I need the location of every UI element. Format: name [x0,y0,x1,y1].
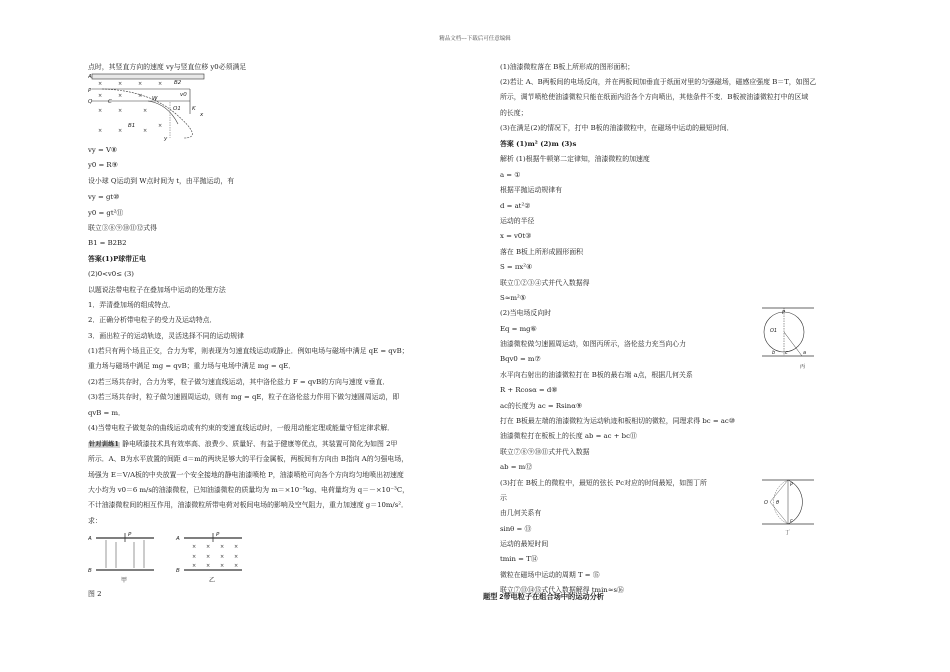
left-text-line: 重力场与磁场中满足 mg = qvB；重力场与电场中满足 mg = qE． [88,362,296,370]
fig3-label-a: a [803,350,807,356]
right-text-line: 的长度； [500,109,528,117]
svg-text:×: × [220,554,225,560]
figure-ding [760,476,816,538]
svg-text:×: × [220,544,225,550]
left-text-content: 静电喷漆技术具有效率高、浪费少、质量好、有益于健康等优点，其装置可简化为如图 2甲 [122,440,398,448]
svg-text:×: × [143,128,148,134]
right-text-line: (2)若让 A、B两板间的电场反向，并在两板间加垂直于纸面对里的匀强磁场，磁感应强度 B＝T，如图乙 [500,78,817,86]
svg-text:×: × [192,563,197,569]
svg-text:×: × [234,563,239,569]
right-text-line: 打在 B板最左端的油漆微粒为运动轨迹和板相切的微粒，同理求得 bc = ac⑩ [500,417,735,425]
left-text-line: (3)若三场共存时，粒子做匀速圆周运动，则有 mg = qE，粒子在洛伦兹力作用下做匀速圆周运动，即 [88,393,400,401]
fig4-label-c: c [790,518,793,524]
svg-text:×: × [158,81,163,87]
right-text-line: ab = m⑫ [500,463,533,471]
right-text-line: 示 [500,494,507,502]
fig2-caption-yi: 乙 [209,577,216,584]
fig1-label-P: P [88,88,92,94]
svg-text:×: × [206,544,211,550]
left-text-line: 3．画出粒子的运动轨迹，灵活选择不同的运动规律 [88,332,244,340]
left-text-line: 联立③⑧⑨⑩⑪⑫式得 [88,224,157,232]
fig1-label-y: y [164,136,168,142]
svg-text:×: × [206,554,211,560]
left-text-line: (2)0<v0≤ (3) [88,270,134,278]
svg-text:×: × [118,128,123,134]
fig1-label-B1: B1 [128,123,136,129]
svg-text:×: × [118,93,123,99]
left-text-line: 所示．A、B为水平放置的间距 d＝m的两块足够大的平行金属板，两板间有方向由 B指向 A的匀强电场， [88,455,409,463]
svg-text:×: × [98,128,103,134]
right-text-line: 油漆微粒做匀速圆周运动，如图丙所示，洛伦兹力充当向心力 [500,340,687,348]
right-text-line: 运动的半径 [500,217,535,225]
fig1-label-v0: v0 [180,92,187,98]
right-text-line: R + Rcosα = d⑧ [500,386,558,394]
fig3-label-P: P [782,310,786,316]
fig4-label-P: P [790,482,794,488]
right-text-line: 答案 (1)m² (2)m (3)s [500,140,577,148]
left-text-line: qvB = m． [88,409,125,417]
right-text-line: a = ① [500,171,521,179]
left-text-line: 不计油漆微粒间的相互作用，油漆微粒所带电荷对板间电场的影响及空气阻力，重力加速度 g＝10m/s²． [88,501,408,509]
fig1-label-K: K [192,106,196,112]
svg-text:×: × [98,108,103,114]
fig4-label-theta: θ [776,500,780,506]
left-text-line: 以题说法带电粒子在叠加场中运动的处理方法 [88,286,226,294]
right-text-line: ac的长度为 ac = Rsinα⑨ [500,402,583,410]
fig3-label-c: c [785,350,788,356]
left-text-line: 点时，其竖直方向的速度 vy与竖直位移 y0必须满足 [88,63,247,71]
left-text-line: vy = V⑧ [88,146,118,154]
svg-text:×: × [234,554,239,560]
section-title: 题型 2带电粒子在组合场中的运动分析 [483,592,604,601]
fig1-label-Q: Q [88,99,93,105]
left-text-line: vy = gt⑩ [88,193,120,201]
right-text-line: 所示，调节喷枪使油漆微粒只能在纸面内沿各个方向喷出，其他条件不变．B板被油漆微粒打中的区域 [500,93,809,101]
left-text-line: 答案(1)P球带正电 [88,255,146,263]
right-text-line: sinθ = ⑬ [500,525,532,533]
left-text-line [88,441,397,448]
right-text-line: 微粒在磁场中运动的周期 T = ⑮ [500,571,600,579]
right-text-line: Eq = mg⑥ [500,325,537,333]
svg-text:×: × [118,108,123,114]
svg-text:×: × [138,93,143,99]
left-text-line: 2．正确分析带电粒子的受力及运动特点． [88,316,217,324]
fig3-caption: 丙 [800,364,806,370]
right-text-line: 根据平抛运动规律有 [500,186,563,194]
right-text-line: 运动的最短时间 [500,540,549,548]
fig1-label-B2: B2 [174,80,182,86]
fig3-label-b: b [772,350,776,356]
fig4-label-O: O [764,500,768,506]
fig2-gun-left: P [128,532,132,538]
fig4-caption: 丁 [785,530,791,536]
left-text-line: 设小球 Q运动到 W点时间为 t，由平抛运动，有 [88,177,235,185]
right-text-line: 油漆微粒打在板板上的长度 ab = ac + bc⑪ [500,432,637,440]
right-text-line: 水平向右射出的油漆微粒打在 B板的最右端 a点，根据几何关系 [500,371,693,379]
right-text-line: 落在 B板上所形成圆形面积 [500,248,584,256]
fig2-gun-right: P [216,532,220,538]
fig2-plate-B-left: B [88,568,92,574]
fig2-plate-A-left: A [88,536,92,542]
fig3-label-O1: O1 [770,328,778,334]
fig2-plate-B-right: B [176,568,180,574]
right-text-line: (2)当电场反向时 [500,309,552,317]
fig1-label-x: x [200,112,204,118]
right-text-line: 联立⑦⑧⑨⑩⑪式并代入数据 [500,448,590,456]
right-text-line: x = v0t③ [500,232,532,240]
left-text-line: y0 = R⑨ [88,161,118,169]
right-text-line: 由几何关系有 [500,509,542,517]
left-text-line: (1)若只有两个场且正交，合力为零，则表现为匀速直线运动或静止．例如电场与磁场中满足 qE = qvB； [88,347,409,355]
left-text-line: (2)若三场共存时，合力为零，粒子做匀速直线运动，其中洛伦兹力 F = qvB的方向与速度 v垂直． [88,378,390,386]
left-text-line: 求： [88,517,102,525]
left-text-line: y0 = gt²⑪ [88,209,124,217]
figure-trajectory [88,72,208,142]
left-text-line: 大小均为 v0＝6 m/s的油漆微粒，已知油漆微粒的质量均为 m＝×10⁻⁵kg、电荷量均为 q＝－×10⁻³C， [88,486,409,494]
right-text-line: (3)打在 B板上的微粒中，最短的弦长 Pc对应的时间最短，如图丁所 [500,479,707,487]
left-text-line: 1．弄清叠加场的组成特点． [88,301,176,309]
left-text-line: 场强为 E＝V/A板的中央放置一个安全接地的静电油漆喷枪 P，油漆喷枪可向各个方向均匀地喷出初速度 [88,471,404,479]
page-header: 精品文档---下载后可任意编辑 [439,36,511,42]
fig1-label-A: A [88,74,92,80]
right-text-line: S≈m²⑤ [500,294,526,302]
fig1-label-W: W [152,96,158,102]
right-text-line: tmin = T⑭ [500,555,538,563]
exercise-badge: 针对训练1 [89,441,120,448]
right-text-line: S = πx²④ [500,263,533,271]
svg-text:×: × [220,563,225,569]
svg-text:×: × [143,108,148,114]
fig1-label-C: C [108,99,112,105]
figure-bing [760,306,816,370]
right-text-line: (3)在满足(2)的情况下，打中 B板的油漆微粒中，在磁场中运动的最短时间． [500,124,734,132]
right-text-line: d = at²② [500,202,531,210]
fig2-caption-jia: 甲 [121,577,128,584]
right-text-line: 联立⑦⑬⑭⑮式代入数据解得 tmin≈s⑯ [500,586,624,594]
right-text-line: (1)油漆微粒落在 B板上所形成的图形面积； [500,63,635,71]
right-text-line: 解析 (1)根据牛顿第二定律知，油漆微粒的加速度 [500,155,650,163]
fig2-plate-A-right: A [176,536,180,542]
fig1-x-mark: × [98,81,103,87]
svg-text:×: × [206,563,211,569]
right-text-line: 联立①②③④式并代入数据得 [500,279,590,287]
right-text-line: Bqv0 = m⑦ [500,355,541,363]
left-text-line: (4)当带电粒子做复杂的曲线运动或有约束的变速直线运动时，一般用动能定理或能量守恒定律求解． [88,424,395,432]
svg-text:×: × [98,93,103,99]
svg-text:×: × [138,81,143,87]
fig1-label-O1: O1 [173,106,181,112]
left-text-line: 图 2 [88,590,102,598]
figure-spray-gun [88,530,258,586]
svg-text:×: × [118,81,123,87]
svg-text:×: × [158,123,163,129]
svg-text:×: × [192,554,197,560]
svg-text:×: × [192,544,197,550]
svg-text:×: × [234,544,239,550]
left-text-line: B1 = B2B2 [88,239,127,247]
